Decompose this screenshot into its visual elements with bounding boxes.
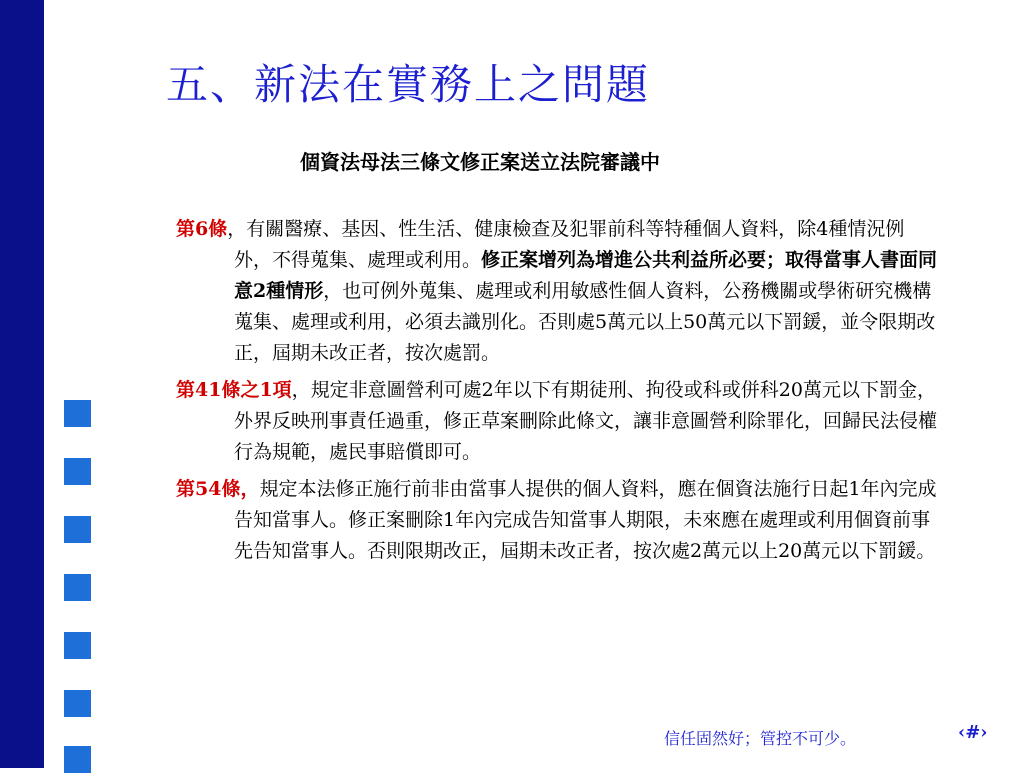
article-text: 規定本法修正施行前非由當事人提供的個人資料，應在個資法施行日起1年內完成告知當事人。修正案刪除1年內完成告知當事人期限，未來應在處理或利用個資前事先告知當事人。否則限期改正，屆期未改正者，按次處2萬元以上20萬元以下罰鍰。	[234, 478, 937, 562]
article-list	[176, 214, 940, 573]
article-6	[176, 214, 940, 369]
decorative-square	[64, 516, 91, 543]
decorative-square	[64, 574, 91, 601]
decorative-square	[64, 400, 91, 427]
decorative-square	[64, 690, 91, 717]
decorative-square	[64, 458, 91, 485]
decorative-square	[64, 746, 91, 773]
article-text: ，有關醫療、基因、性生活、健康檢查及犯罪前科等特種個人資料，除4種情況例外，不得蒐集、處理或利用。	[227, 218, 905, 271]
article-emphasis: 修正案增列為增進公共利益所必要；取得當事人書面同意2種情形	[234, 249, 938, 302]
article-label: 第6條	[176, 218, 228, 240]
footer-slogan: 信任固然好；管控不可少。	[664, 729, 857, 748]
article-text: ，規定非意圖營利可處2年以下有期徒刑、拘役或科或併科20萬元以下罰金，外界反映刑事責任過重，修正草案刪除此條文，讓非意圖營利除罪化，回歸民法侵權行為規範，處民事賠償即可。	[234, 379, 938, 463]
article-label: 第41條之1項	[176, 379, 292, 401]
article-text-continued: ，也可例外蒐集、處理或利用敏感性個人資料，公務機關或學術研究機構蒐集、處理或利用，必須去識別化。否則處5萬元以上50萬元以下罰鍰，並令限期改正，屆期未改正者，按次處罰。	[234, 280, 936, 364]
decorative-square	[64, 632, 91, 659]
slide-subtitle: 個資法母法三條文修正案送立法院審議中	[300, 150, 660, 174]
article-54	[176, 474, 940, 567]
page-number: ‹#›	[958, 722, 988, 743]
slide-title: 五、新法在實務上之問題	[166, 60, 651, 109]
article-label: 第54條，	[176, 478, 260, 500]
article-41-1	[176, 375, 940, 468]
left-accent-bar	[0, 0, 44, 768]
